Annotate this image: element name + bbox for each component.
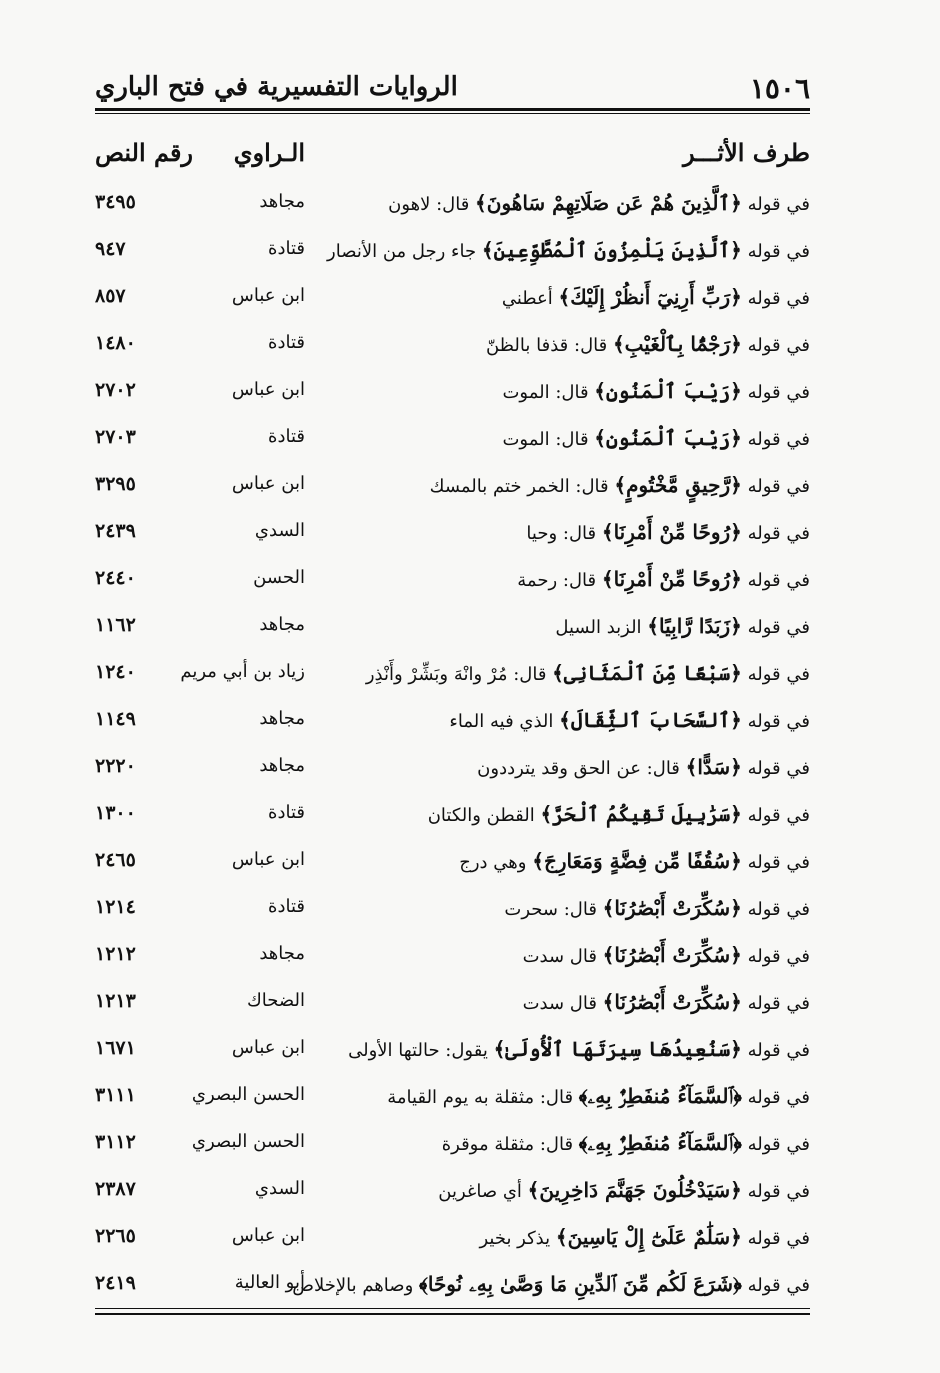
athar-text: [459, 849, 810, 873]
text-number: ١٢١٢: [95, 943, 136, 965]
list-item: [95, 1174, 810, 1221]
footer-rule-thin: [95, 1308, 810, 1309]
narrator: السدي: [254, 520, 305, 541]
quran-verse: ﴿سَدًّا﴾: [685, 755, 742, 779]
narrator: الضحاك: [246, 990, 305, 1011]
athar-text: [504, 896, 810, 920]
text-number: ٢٢٦٥: [95, 1225, 136, 1247]
athar-prefix: في قوله: [747, 288, 810, 309]
narrator: مجاهد: [259, 943, 305, 964]
athar-text: [366, 661, 810, 685]
list-item: [95, 563, 810, 610]
narrator: قتادة: [268, 238, 305, 259]
athar-prefix: في قوله: [747, 805, 810, 826]
quran-verse: ﴿رُوحًا مِّنْ أَمْرِنَا﴾: [601, 520, 742, 544]
narrator: ابن عباس: [231, 473, 305, 494]
page-number: ١٥٠٦: [749, 72, 810, 105]
list-item: [95, 281, 810, 328]
athar-text: [486, 332, 810, 356]
list-item: [95, 939, 810, 986]
text-number: ١١٦٢: [95, 614, 136, 636]
text-number: ١٢١٣: [95, 990, 136, 1012]
narrator: قتادة: [268, 426, 305, 447]
col-nass: رقم النص: [95, 138, 194, 167]
athar-prefix: في قوله: [747, 946, 810, 967]
list-item: [95, 422, 810, 469]
athar-prefix: في قوله: [747, 476, 810, 497]
athar-remainder: قال: مثقلة به يوم القيامة: [387, 1087, 579, 1108]
narrator: أبو العالية: [234, 1272, 305, 1293]
list-item: [95, 187, 810, 234]
text-number: ٨٥٧: [95, 285, 126, 307]
athar-remainder: أي صاغرين: [438, 1181, 528, 1202]
narrator: ابن عباس: [231, 1225, 305, 1246]
athar-remainder: قال: لاهون: [388, 194, 476, 215]
athar-remainder: قال: الموت: [502, 382, 595, 403]
athar-text: [449, 708, 810, 732]
text-number: ٢٤٣٩: [95, 520, 136, 542]
quran-verse: ﴿سُكِّرَتْ أَبْصَٰرُنَا﴾: [602, 990, 742, 1014]
list-item: [95, 1221, 810, 1268]
list-item: [95, 798, 810, 845]
athar-remainder: وهي درج: [459, 852, 533, 873]
athar-text: [502, 379, 810, 403]
book-title: الروايات التفسيرية في فتح الباري: [95, 72, 458, 102]
quran-verse: ﴿سُقُفًا مِّن فِضَّةٍ وَمَعَارِجَ﴾: [532, 849, 742, 873]
athar-remainder: وصاهم بالإخلاص: [292, 1275, 419, 1296]
quran-verse: ﴿ٱلسَّحَابَ ٱلثِّقَالَ﴾: [559, 708, 742, 732]
col-rawi: الـراوي: [233, 138, 305, 167]
narrator: الحسن البصري: [191, 1131, 305, 1152]
text-number: ٢٢٢٠: [95, 755, 136, 777]
athar-prefix: في قوله: [747, 570, 810, 591]
athar-text: [517, 567, 810, 591]
narrator: مجاهد: [259, 614, 305, 635]
narrator: زياد بن أبي مريم: [180, 661, 305, 682]
quran-verse: ﴿ٱلَّذِينَ يَلْمِزُونَ ٱلْمُطَّوِّعِينَ﴾: [481, 238, 742, 262]
athar-prefix: في قوله: [747, 429, 810, 450]
athar-prefix: في قوله: [747, 1275, 810, 1296]
athar-remainder: قال: وحيا: [526, 523, 602, 544]
quran-verse: ﴿ٱلسَّمَآءُ مُنفَطِرٌۢ بِهِۦ﴾: [578, 1084, 742, 1108]
athar-prefix: في قوله: [747, 194, 810, 215]
book-page: [95, 60, 810, 1340]
athar-prefix: في قوله: [747, 852, 810, 873]
text-number: ٢٧٠٣: [95, 426, 136, 448]
text-number: ٩٤٧: [95, 238, 126, 260]
athar-text: [388, 191, 810, 215]
narrator: مجاهد: [259, 708, 305, 729]
athar-text: [428, 802, 810, 826]
athar-prefix: في قوله: [747, 1040, 810, 1061]
narrator: ابن عباس: [231, 379, 305, 400]
athar-remainder: يذكر بخير: [479, 1228, 556, 1249]
quran-verse: ﴿رَيْبَ ٱلْمَنُونِ﴾: [594, 426, 742, 450]
quran-verse: ﴿سَرَٰبِيلَ تَقِيكُمُ ٱلْحَرَّ﴾: [540, 802, 742, 826]
footer-rule: [95, 1313, 810, 1315]
list-item: [95, 986, 810, 1033]
athar-remainder: قال: الموت: [502, 429, 595, 450]
list-item: [95, 1033, 810, 1080]
list-item: [95, 610, 810, 657]
text-number: ١١٤٩: [95, 708, 136, 730]
list-item: [95, 516, 810, 563]
col-athar: طرف الأثـــر: [683, 138, 810, 167]
athar-text: [479, 1225, 810, 1249]
athar-text: [387, 1084, 810, 1108]
text-number: ١٦٧١: [95, 1037, 136, 1059]
quran-verse: ﴿شَرَعَ لَكُم مِّنَ ٱلدِّينِ مَا وَصَّىٰ بِهِۦ نُوحًا﴾: [418, 1272, 742, 1296]
narrator: الحسن البصري: [191, 1084, 305, 1105]
quran-verse: ﴿رَيْبَ ٱلْمَنُونِ﴾: [594, 379, 742, 403]
header-rule-thin: [95, 113, 810, 114]
athar-prefix: في قوله: [747, 664, 810, 685]
list-item: [95, 892, 810, 939]
quran-verse: ﴿رَّحِيقٍ مَّخْتُومٍ﴾: [614, 473, 742, 497]
athar-text: [327, 238, 810, 262]
athar-remainder: قال: مثقلة موقرة: [441, 1134, 579, 1155]
list-item: [95, 704, 810, 751]
quran-verse: ﴿سَبْعًا مِّنَ ٱلْمَثَانِى﴾: [552, 661, 742, 685]
narrator: ابن عباس: [231, 849, 305, 870]
athar-text: [526, 520, 810, 544]
athar-prefix: في قوله: [747, 382, 810, 403]
narrator: ابن عباس: [231, 1037, 305, 1058]
narrator: ابن عباس: [231, 285, 305, 306]
athar-remainder: قال: سحرت: [504, 899, 603, 920]
athar-remainder: قال سدت: [522, 993, 603, 1014]
athar-text: [477, 755, 810, 779]
quran-verse: ﴿زَبَدًا رَّابِيًا﴾: [647, 614, 742, 638]
list-item: [95, 234, 810, 281]
text-number: ١٢٤٠: [95, 661, 136, 683]
athar-remainder: الذي فيه الماء: [449, 711, 560, 732]
column-headers: [95, 138, 810, 178]
text-number: ٢٤٦٥: [95, 849, 136, 871]
athar-text: [348, 1037, 810, 1061]
athar-text: [502, 285, 810, 309]
athar-remainder: قال: قذفا بالظنّ: [485, 335, 613, 356]
narrator: قتادة: [268, 332, 305, 353]
list-item: [95, 657, 810, 704]
index-list: [95, 187, 810, 1315]
athar-remainder: قال: رحمة: [517, 570, 602, 591]
quran-verse: ﴿ٱلَّذِينَ هُمْ عَن صَلَاتِهِمْ سَاهُونَ﴾: [475, 191, 742, 215]
text-number: ٢٣٨٧: [95, 1178, 136, 1200]
athar-text: [523, 943, 810, 967]
athar-remainder: قال سدت: [522, 946, 603, 967]
athar-text: [442, 1131, 810, 1155]
athar-remainder: القطن والكتان: [427, 805, 541, 826]
narrator: مجاهد: [259, 191, 305, 212]
athar-prefix: في قوله: [747, 899, 810, 920]
narrator: مجاهد: [259, 755, 305, 776]
athar-prefix: في قوله: [747, 758, 810, 779]
athar-text: [555, 614, 810, 638]
text-number: ٣١١٢: [95, 1131, 136, 1153]
quran-verse: ﴿رُوحًا مِّنْ أَمْرِنَا﴾: [601, 567, 742, 591]
athar-remainder: يقول: حالتها الأولى: [348, 1040, 494, 1061]
athar-remainder: قال: مُرْ وانْهَ وبَشِّرْ وأَنْذِر: [365, 664, 553, 685]
quran-verse: ﴿رَجْمًۢا بِٱلْغَيْبِ﴾: [612, 332, 742, 356]
athar-text: [502, 426, 810, 450]
quran-verse: ﴿سُكِّرَتْ أَبْصَٰرُنَا﴾: [602, 896, 742, 920]
text-number: ٣١١١: [95, 1084, 136, 1106]
quran-verse: ﴿سَيَدْخُلُونَ جَهَنَّمَ دَاخِرِينَ﴾: [527, 1178, 742, 1202]
athar-prefix: في قوله: [747, 335, 810, 356]
list-item: [95, 375, 810, 422]
quran-verse: ﴿ٱلسَّمَآءُ مُنفَطِرٌۢ بِهِۦ﴾: [578, 1131, 742, 1155]
list-item: [95, 751, 810, 798]
header-rule: [95, 108, 810, 111]
athar-prefix: في قوله: [747, 1181, 810, 1202]
narrator: الحسن: [253, 567, 305, 588]
quran-verse: ﴿سَلَٰمٌ عَلَىٰٓ إِلْ يَاسِينَ﴾: [555, 1225, 742, 1249]
athar-prefix: في قوله: [747, 523, 810, 544]
list-item: [95, 1080, 810, 1127]
list-item: [95, 328, 810, 375]
athar-remainder: الزبد السيل: [555, 617, 648, 638]
athar-prefix: في قوله: [747, 1228, 810, 1249]
athar-text: [430, 473, 810, 497]
list-item: [95, 845, 810, 892]
athar-remainder: قال: الخمر ختم بالمسك: [429, 476, 615, 497]
narrator: قتادة: [268, 896, 305, 917]
text-number: ١٣٠٠: [95, 802, 136, 824]
narrator: السدي: [254, 1178, 305, 1199]
text-number: ١٢١٤: [95, 896, 136, 918]
quran-verse: ﴿سُكِّرَتْ أَبْصَٰرُنَا﴾: [602, 943, 742, 967]
athar-text: [523, 990, 810, 1014]
quran-verse: ﴿رَبِّ أَرِنِيٓ أَنظُرْ إِلَيْكَ﴾: [558, 285, 742, 309]
athar-remainder: أعطني: [501, 288, 559, 309]
text-number: ٢٤٤٠: [95, 567, 136, 589]
text-number: ٢٧٠٢: [95, 379, 136, 401]
athar-prefix: في قوله: [747, 993, 810, 1014]
athar-remainder: جاء رجل من الأنصار: [327, 241, 482, 262]
athar-prefix: في قوله: [747, 1134, 810, 1155]
text-number: ١٤٨٠: [95, 332, 136, 354]
text-number: ٣٤٩٥: [95, 191, 136, 213]
athar-prefix: في قوله: [747, 711, 810, 732]
athar-prefix: في قوله: [747, 1087, 810, 1108]
text-number: ٣٢٩٥: [95, 473, 136, 495]
text-number: ٢٤١٩: [95, 1272, 136, 1294]
athar-text: [438, 1178, 810, 1202]
list-item: [95, 1127, 810, 1174]
narrator: قتادة: [268, 802, 305, 823]
athar-remainder: قال: عن الحق وقد يترددون: [477, 758, 686, 779]
quran-verse: ﴿سَنُعِيدُهَا سِيرَتَهَا ٱلْأُولَىٰ﴾: [493, 1037, 742, 1061]
list-item: [95, 469, 810, 516]
athar-text: [292, 1272, 810, 1296]
athar-prefix: في قوله: [747, 617, 810, 638]
athar-prefix: في قوله: [747, 241, 810, 262]
